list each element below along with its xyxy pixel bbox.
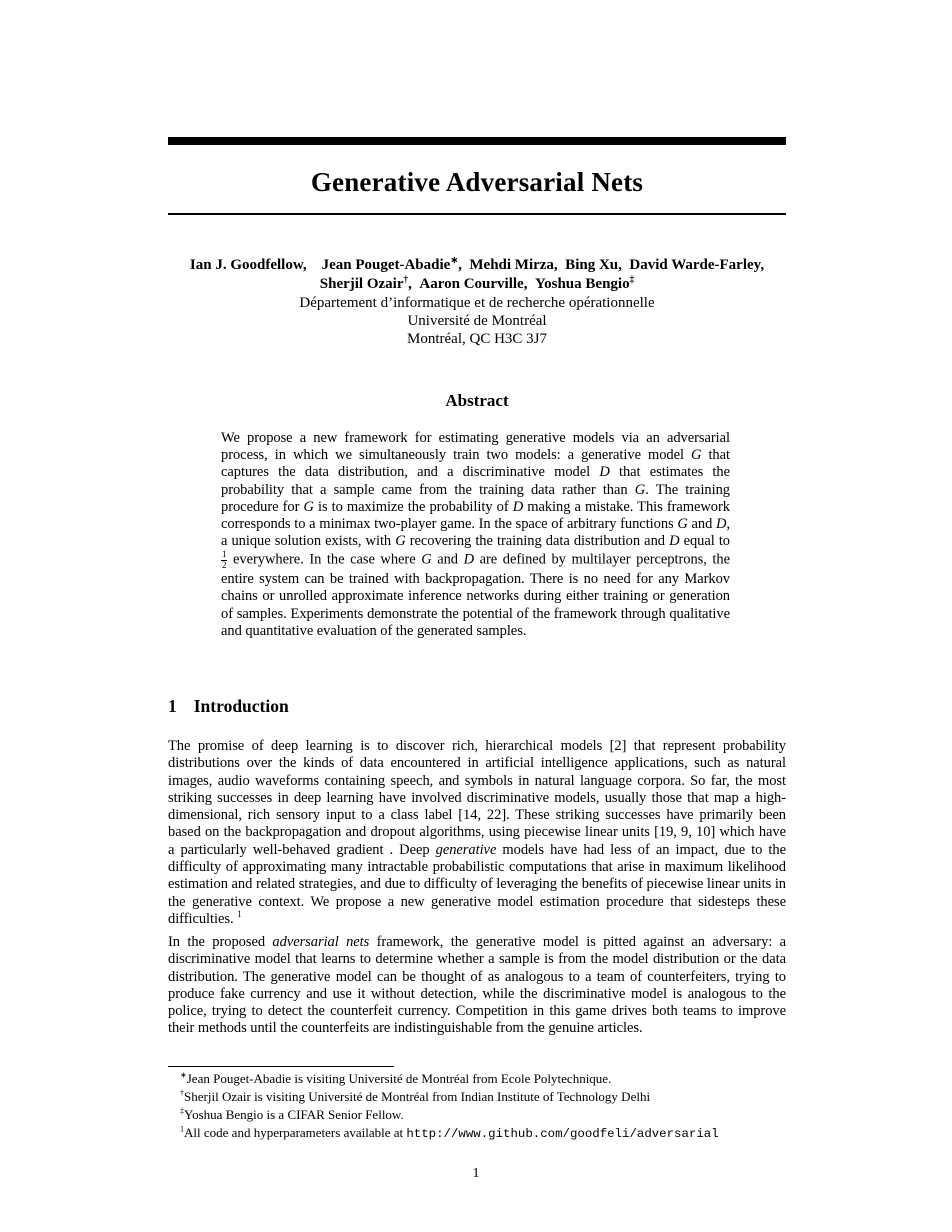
footnote-star-marker: ∗ — [180, 1070, 187, 1080]
author-block — [168, 256, 786, 348]
footnote-dagger-text: Sherjil Ozair is visiting Université de Montréal from Indian Institute of Technology Delhi — [184, 1089, 651, 1104]
footnote-star-text: Jean Pouget-Abadie is visiting Université de Montréal from Ecole Polytechnique. — [186, 1071, 612, 1086]
author-names-line1: Ian J. Goodfellow, Jean Pouget-Abadie∗, Mehdi Mirza, Bing Xu, David Warde-Farley, — [189, 256, 765, 273]
footnote-code-text: All code and hyperparameters available at — [184, 1125, 407, 1140]
abstract-text: We propose a new framework for estimating generative models via an adversarial process, in which we simultaneously train two models: a generative model G that captures the data distribution, and a discriminative model D that estimates the probability that a sample came from the training data rather than G. The training procedure for G is to maximize the probability of D making a mistake. This framework corresponds to a minimax two-player game. In the space of arbitrary functions G and D, a unique solution exists, with G recovering the training data distribution and D equal to $\frac{1}{2}$ everywhere. In the case where G and D are defined by multilayer perceptrons, the entire system can be trained with backpropagation. There is no need for any Markov chains or unrolled approximate inference networks during either training or generation of samples. Experiments demonstrate the potential of the framework through qualitative and quantitative evaluation of the generated samples. — [221, 430, 731, 639]
abstract-heading: Abstract — [445, 391, 509, 410]
footnote-double-dagger-marker: ‡ — [180, 1106, 185, 1116]
paper-title: Generative Adversarial Nets — [310, 167, 644, 197]
text-column — [168, 0, 786, 1232]
section-title: Introduction — [193, 696, 289, 716]
footnote-double-dagger-text: Yoshua Bengio is a CIFAR Senior Fellow. — [184, 1107, 404, 1122]
footnote-dagger — [168, 1088, 788, 1106]
section-number: 1 — [168, 696, 177, 716]
title-rule-top — [168, 137, 786, 145]
intro-paragraph-2: In the proposed adversarial nets framework, the generative model is pitted against an adversary: a discriminative model that learns to determine whether a sample is from the model distribution or the data distribution. The generative model can be thought of as analogous to a team of counterfeiters, trying to produce fake currency and use it without detection, while the discriminative model is analogous to the police, trying to detect the counterfeit currency. Competition in this game drives both teams to improve their methods until the counterfeits are indistinguishable from the genuine articles. — [168, 934, 787, 1037]
page-number: 1 — [472, 1166, 480, 1181]
footnote-code-marker: 1 — [180, 1124, 185, 1134]
intro-paragraph-1: The promise of deep learning is to discover rich, hierarchical models [2] that represent probability distributions over the kinds of data encountered in artificial intelligence applications, such as natural images, audio waveforms containing speech, and symbols in natural language corpora. So far, the most striking successes in deep learning have involved discriminative models, usually those that map a high-dimensional, rich sensory input to a class label [14, 22]. These striking successes have primarily been based on the backpropagation and dropout algorithms, using piecewise linear units [19, 9, 10] which have a particularly well-behaved gradient . Deep generative models have had less of an impact, due to the difficulty of approximating many intractable probabilistic computations that arise in maximum likelihood estimation and related strategies, and due to difficulty of leveraging the benefits of piecewise linear units in the generative context. We propose a new generative model estimation procedure that sidesteps these difficulties. $^1$ — [168, 738, 786, 927]
section-1-heading — [168, 696, 289, 716]
affiliation-university: Université de Montréal — [407, 313, 547, 329]
footnote-star — [168, 1070, 788, 1088]
footnotes-block — [168, 1070, 788, 1143]
affiliation-department: Département d’informatique et de recherche opérationnelle — [299, 295, 655, 311]
footnote-dagger-marker: † — [180, 1088, 185, 1098]
author-names-line2: Sherjil Ozair†, Aaron Courville, Yoshua Bengio‡ — [319, 275, 635, 292]
affiliation-address: Montréal, QC H3C 3J7 — [407, 331, 547, 347]
footnote-rule — [168, 1066, 394, 1067]
code-repository-url[interactable]: http://www.github.com/goodfeli/adversarial — [406, 1127, 719, 1141]
footnote-code — [168, 1124, 788, 1143]
title-rule-bottom — [168, 213, 786, 215]
footnote-double-dagger — [168, 1106, 788, 1124]
